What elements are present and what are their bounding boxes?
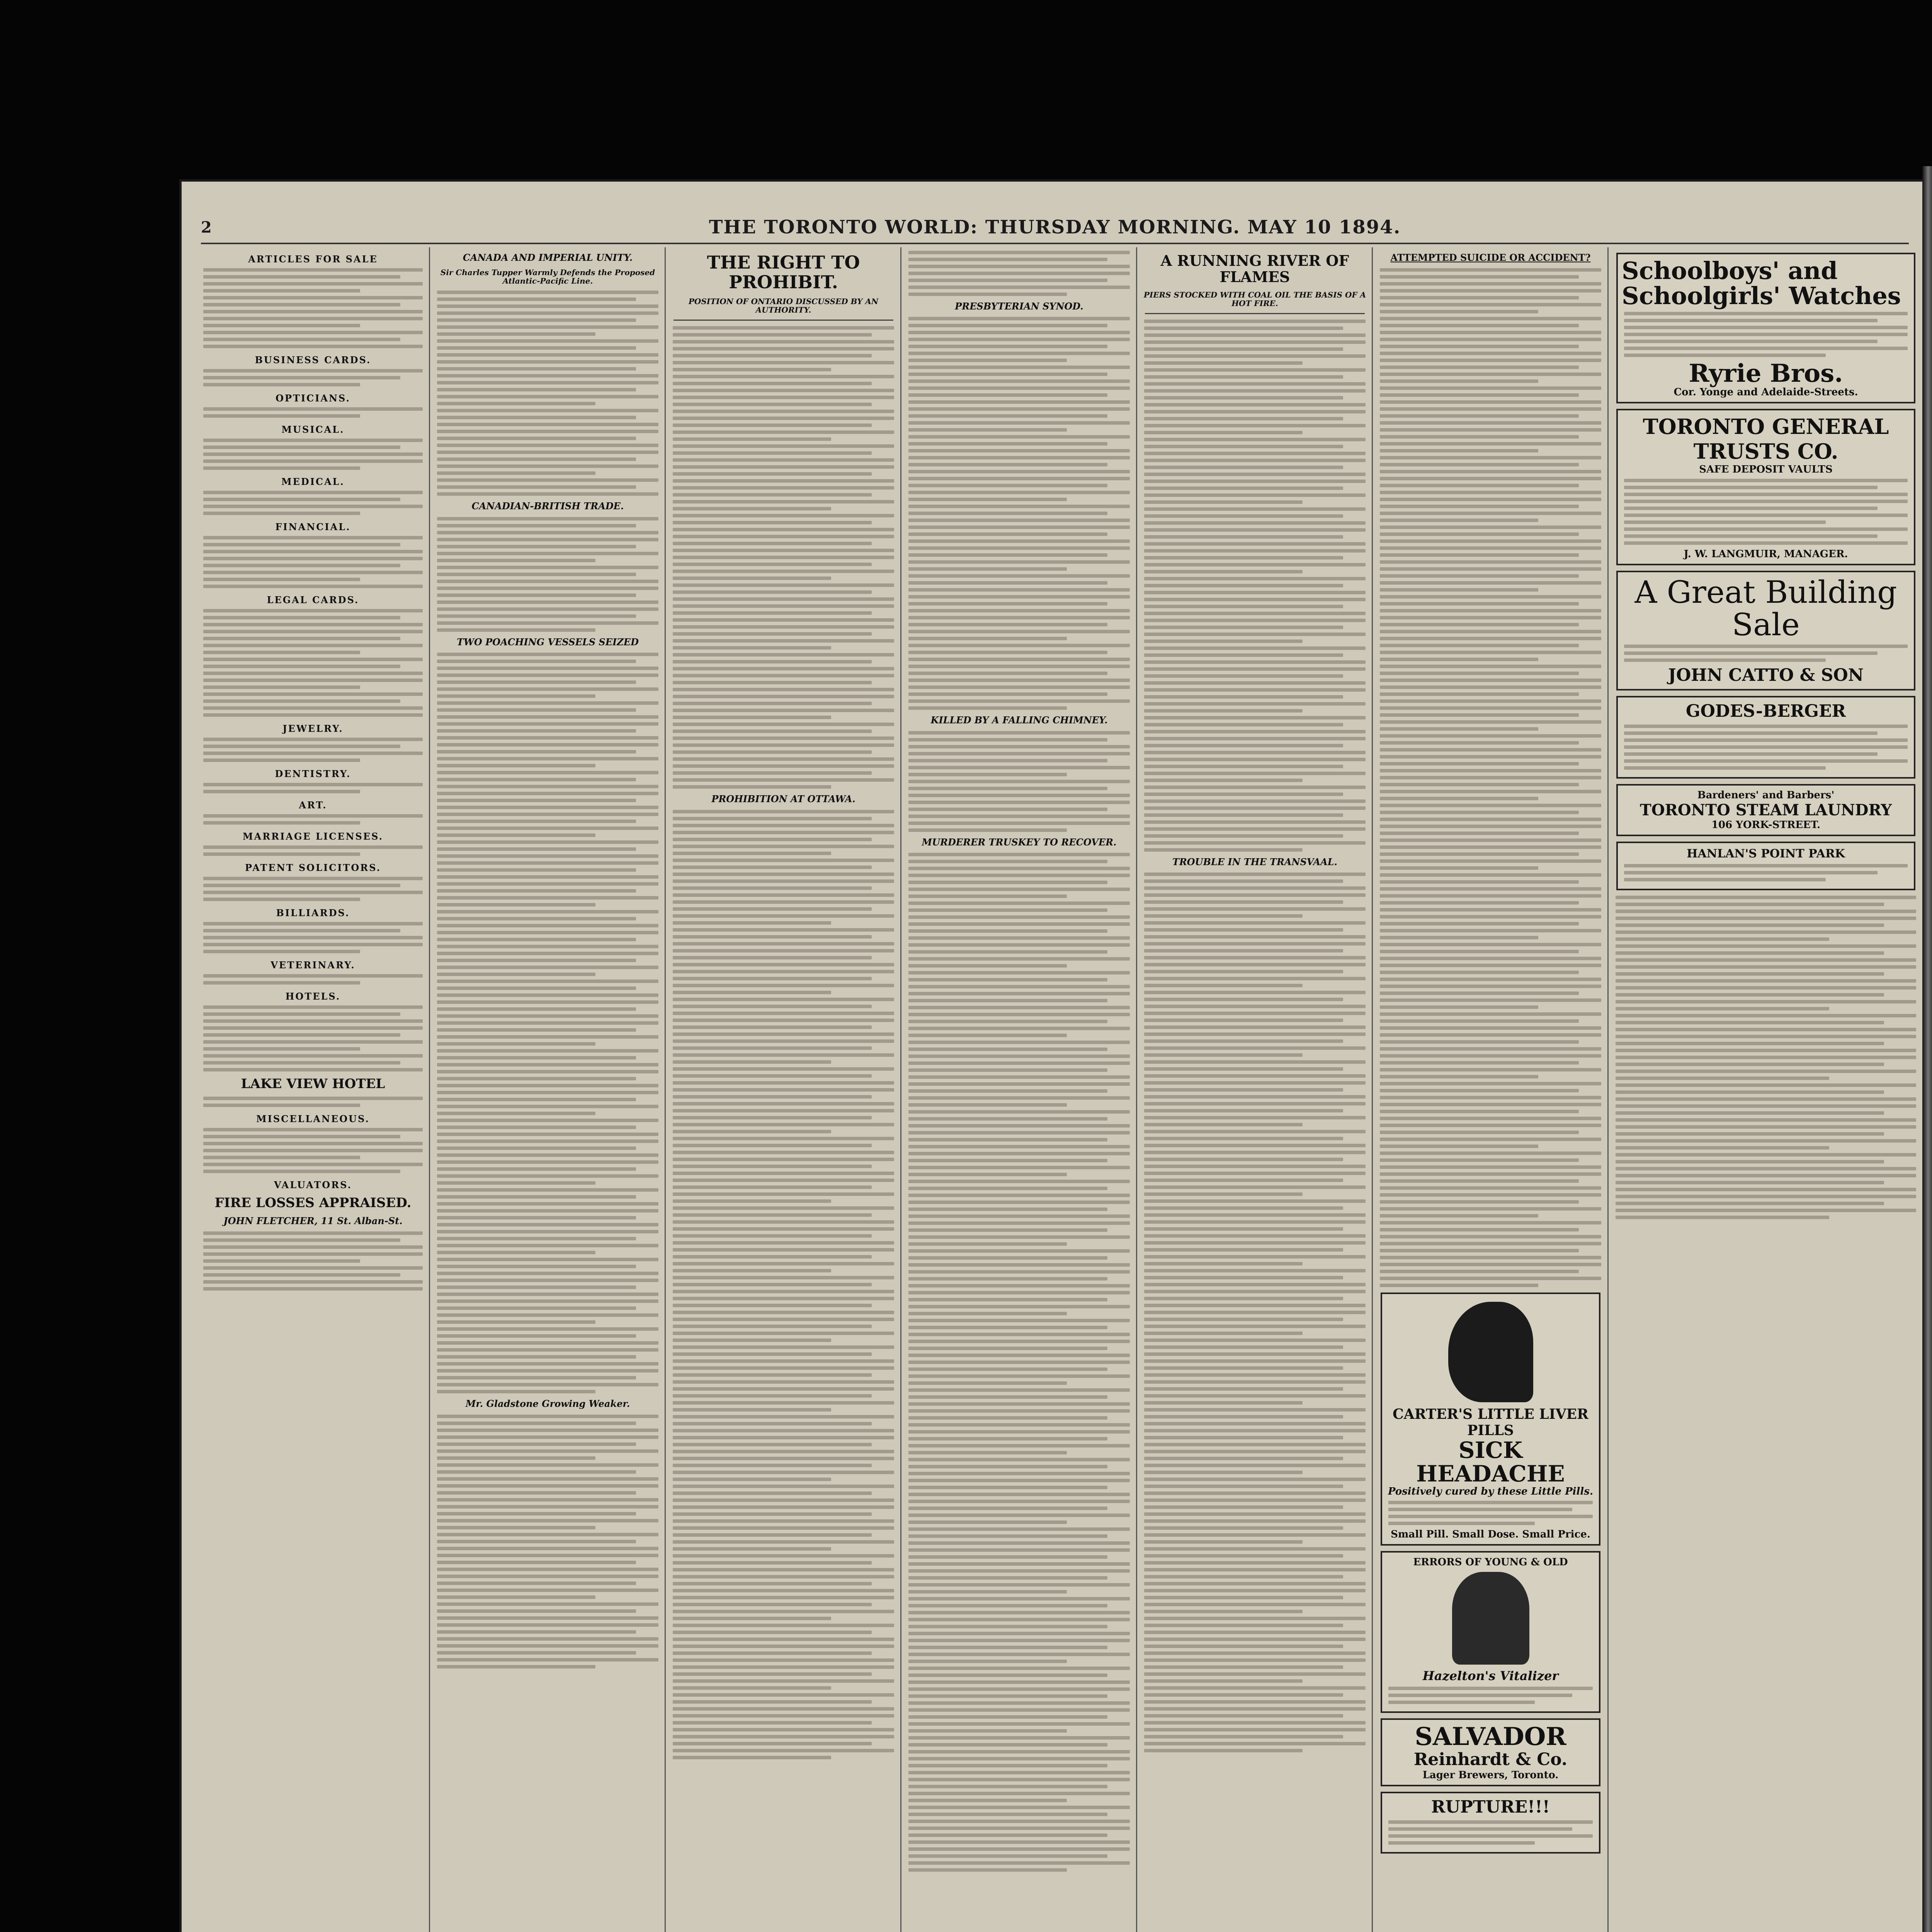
section-heading: MEDICAL. bbox=[281, 476, 345, 487]
brewers-line: Lager Brewers, Toronto. bbox=[1422, 1769, 1559, 1781]
page-gutter bbox=[1922, 166, 1932, 1932]
article-subhead: Sir Charles Tupper Warmly Defends the Proposed Atlantic-Pacific Line. bbox=[440, 268, 655, 286]
errors-title: ERRORS OF YOUNG & OLD bbox=[1413, 1556, 1568, 1568]
portrait-illustration bbox=[1452, 1572, 1529, 1665]
trusts-ad bbox=[1616, 409, 1915, 565]
laundry-title: TORONTO STEAM LAUNDRY bbox=[1639, 801, 1892, 820]
article-headline: ATTEMPTED SUICIDE OR ACCIDENT? bbox=[1390, 252, 1591, 263]
crow-illustration bbox=[1448, 1302, 1533, 1402]
godes-title: GODES-BERGER bbox=[1685, 701, 1846, 721]
fire-losses-ad: FIRE LOSSES APPRAISED. bbox=[214, 1195, 412, 1211]
section-heading: BILLIARDS. bbox=[276, 907, 350, 918]
lake-view-hotel-ad: LAKE VIEW HOTEL bbox=[241, 1076, 385, 1092]
section-heading: FINANCIAL. bbox=[275, 521, 351, 532]
small-pill-line: Small Pill. Small Dose. Small Price. bbox=[1391, 1529, 1590, 1541]
article-headline: PROHIBITION AT OTTAWA. bbox=[711, 793, 855, 805]
section-heading: MARRIAGE LICENSES. bbox=[243, 831, 383, 842]
carters-title: CARTER'S LITTLE LIVER PILLS bbox=[1393, 1406, 1588, 1439]
article-headline: CANADIAN-BRITISH TRADE. bbox=[471, 500, 624, 512]
section-heading: JEWELRY. bbox=[282, 723, 344, 734]
reinhardt-title: Reinhardt & Co. bbox=[1413, 1750, 1568, 1770]
godes-berger-ad bbox=[1616, 696, 1915, 779]
article-headline: TROUBLE IN THE TRANSVAAL. bbox=[1172, 856, 1338, 867]
column-rule bbox=[1372, 247, 1373, 1932]
page-number: 2 bbox=[201, 218, 212, 236]
laundry-ad bbox=[1616, 784, 1915, 836]
section-heading: DENTISTRY. bbox=[275, 768, 351, 779]
column-rule bbox=[1136, 247, 1137, 1932]
vaults-line: SAFE DEPOSIT VAULTS bbox=[1699, 464, 1833, 476]
catto-title: JOHN CATTO & SON bbox=[1668, 665, 1864, 685]
park-title: HANLAN'S POINT PARK bbox=[1687, 847, 1845, 861]
fletcher-ad: JOHN FLETCHER, 11 St. Alban-St. bbox=[223, 1215, 403, 1226]
vitalizer-ad bbox=[1381, 1551, 1600, 1713]
vitalizer-title: Hazelton's Vitalizer bbox=[1422, 1668, 1559, 1684]
watches-ad bbox=[1616, 253, 1915, 403]
article-headline: THE RIGHT TO PROHIBIT. bbox=[707, 252, 860, 293]
rupture-ad bbox=[1381, 1792, 1600, 1854]
langmuir-line: J. W. LANGMUIR, MANAGER. bbox=[1684, 548, 1848, 560]
section-heading: ART. bbox=[299, 799, 327, 811]
article-headline: A RUNNING RIVER OF FLAMES bbox=[1160, 252, 1349, 286]
column-rule bbox=[900, 247, 901, 1932]
ryrie-address: Cor. Yonge and Adelaide-Streets. bbox=[1673, 386, 1858, 398]
section-heading: MUSICAL. bbox=[281, 424, 345, 435]
barbers-line: Bardeners' and Barbers' bbox=[1697, 789, 1835, 801]
article-subhead: POSITION OF ONTARIO DISCUSSED BY AN AUTHORITY. bbox=[688, 297, 879, 315]
column-news-3 bbox=[906, 247, 1132, 1932]
building-sale-title: A Great Building Sale bbox=[1634, 574, 1897, 643]
salvador-title: SALVADOR bbox=[1415, 1722, 1566, 1752]
salvador-ad bbox=[1381, 1718, 1600, 1786]
article-headline: CANADA AND IMPERIAL UNITY. bbox=[463, 252, 633, 263]
column-news-ads bbox=[1378, 247, 1604, 1932]
section-heading: OPTICIANS. bbox=[276, 393, 350, 404]
column-news-2 bbox=[670, 247, 896, 1932]
section-heading: MISCELLANEOUS. bbox=[256, 1113, 370, 1125]
article-headline: PRESBYTERIAN SYNOD. bbox=[955, 301, 1083, 312]
carters-pills-ad bbox=[1381, 1293, 1600, 1546]
article-headline: TWO POACHING VESSELS SEIZED bbox=[457, 636, 639, 648]
column-classifieds bbox=[201, 247, 425, 1932]
column-news-4 bbox=[1142, 247, 1368, 1932]
rupture-title: RUPTURE!!! bbox=[1431, 1797, 1550, 1817]
column-ads bbox=[1613, 247, 1918, 1932]
article-headline: MURDERER TRUSKEY TO RECOVER. bbox=[922, 836, 1117, 848]
masthead-rule bbox=[201, 243, 1909, 244]
masthead-title: THE TORONTO WORLD: THURSDAY MORNING. MAY 10 1894. bbox=[709, 216, 1401, 238]
section-heading: ARTICLES FOR SALE bbox=[248, 253, 378, 265]
sick-headache-title: SICK HEADACHE bbox=[1416, 1437, 1565, 1487]
article-headline: Mr. Gladstone Growing Weaker. bbox=[465, 1398, 630, 1410]
column-news-1 bbox=[435, 247, 661, 1932]
section-heading: VALUATORS. bbox=[274, 1179, 352, 1191]
sick-headache-sub: Positively cured by these Little Pills. bbox=[1388, 1486, 1594, 1498]
park-ad bbox=[1616, 842, 1915, 890]
section-heading: BUSINESS CARDS. bbox=[255, 354, 371, 366]
column-rule bbox=[665, 247, 666, 1932]
schoolboys-title: Schoolboys' and Schoolgirls' Watches bbox=[1622, 257, 1901, 310]
article-subhead: PIERS STOCKED WITH COAL OIL THE BASIS OF A HOT FIRE. bbox=[1143, 290, 1366, 308]
section-heading: HOTELS. bbox=[285, 991, 341, 1002]
section-heading: LEGAL CARDS. bbox=[267, 594, 359, 605]
laundry-address: 106 YORK-STREET. bbox=[1711, 819, 1821, 831]
article-headline: KILLED BY A FALLING CHIMNEY. bbox=[930, 714, 1108, 726]
building-sale-ad bbox=[1616, 571, 1915, 690]
column-rule bbox=[1607, 247, 1609, 1932]
section-heading: VETERINARY. bbox=[270, 959, 355, 971]
section-heading: PATENT SOLICITORS. bbox=[245, 862, 381, 873]
trusts-title: TORONTO GENERAL TRUSTS CO. bbox=[1643, 414, 1889, 464]
ryrie-title: Ryrie Bros. bbox=[1689, 359, 1843, 388]
column-rule bbox=[429, 247, 430, 1932]
